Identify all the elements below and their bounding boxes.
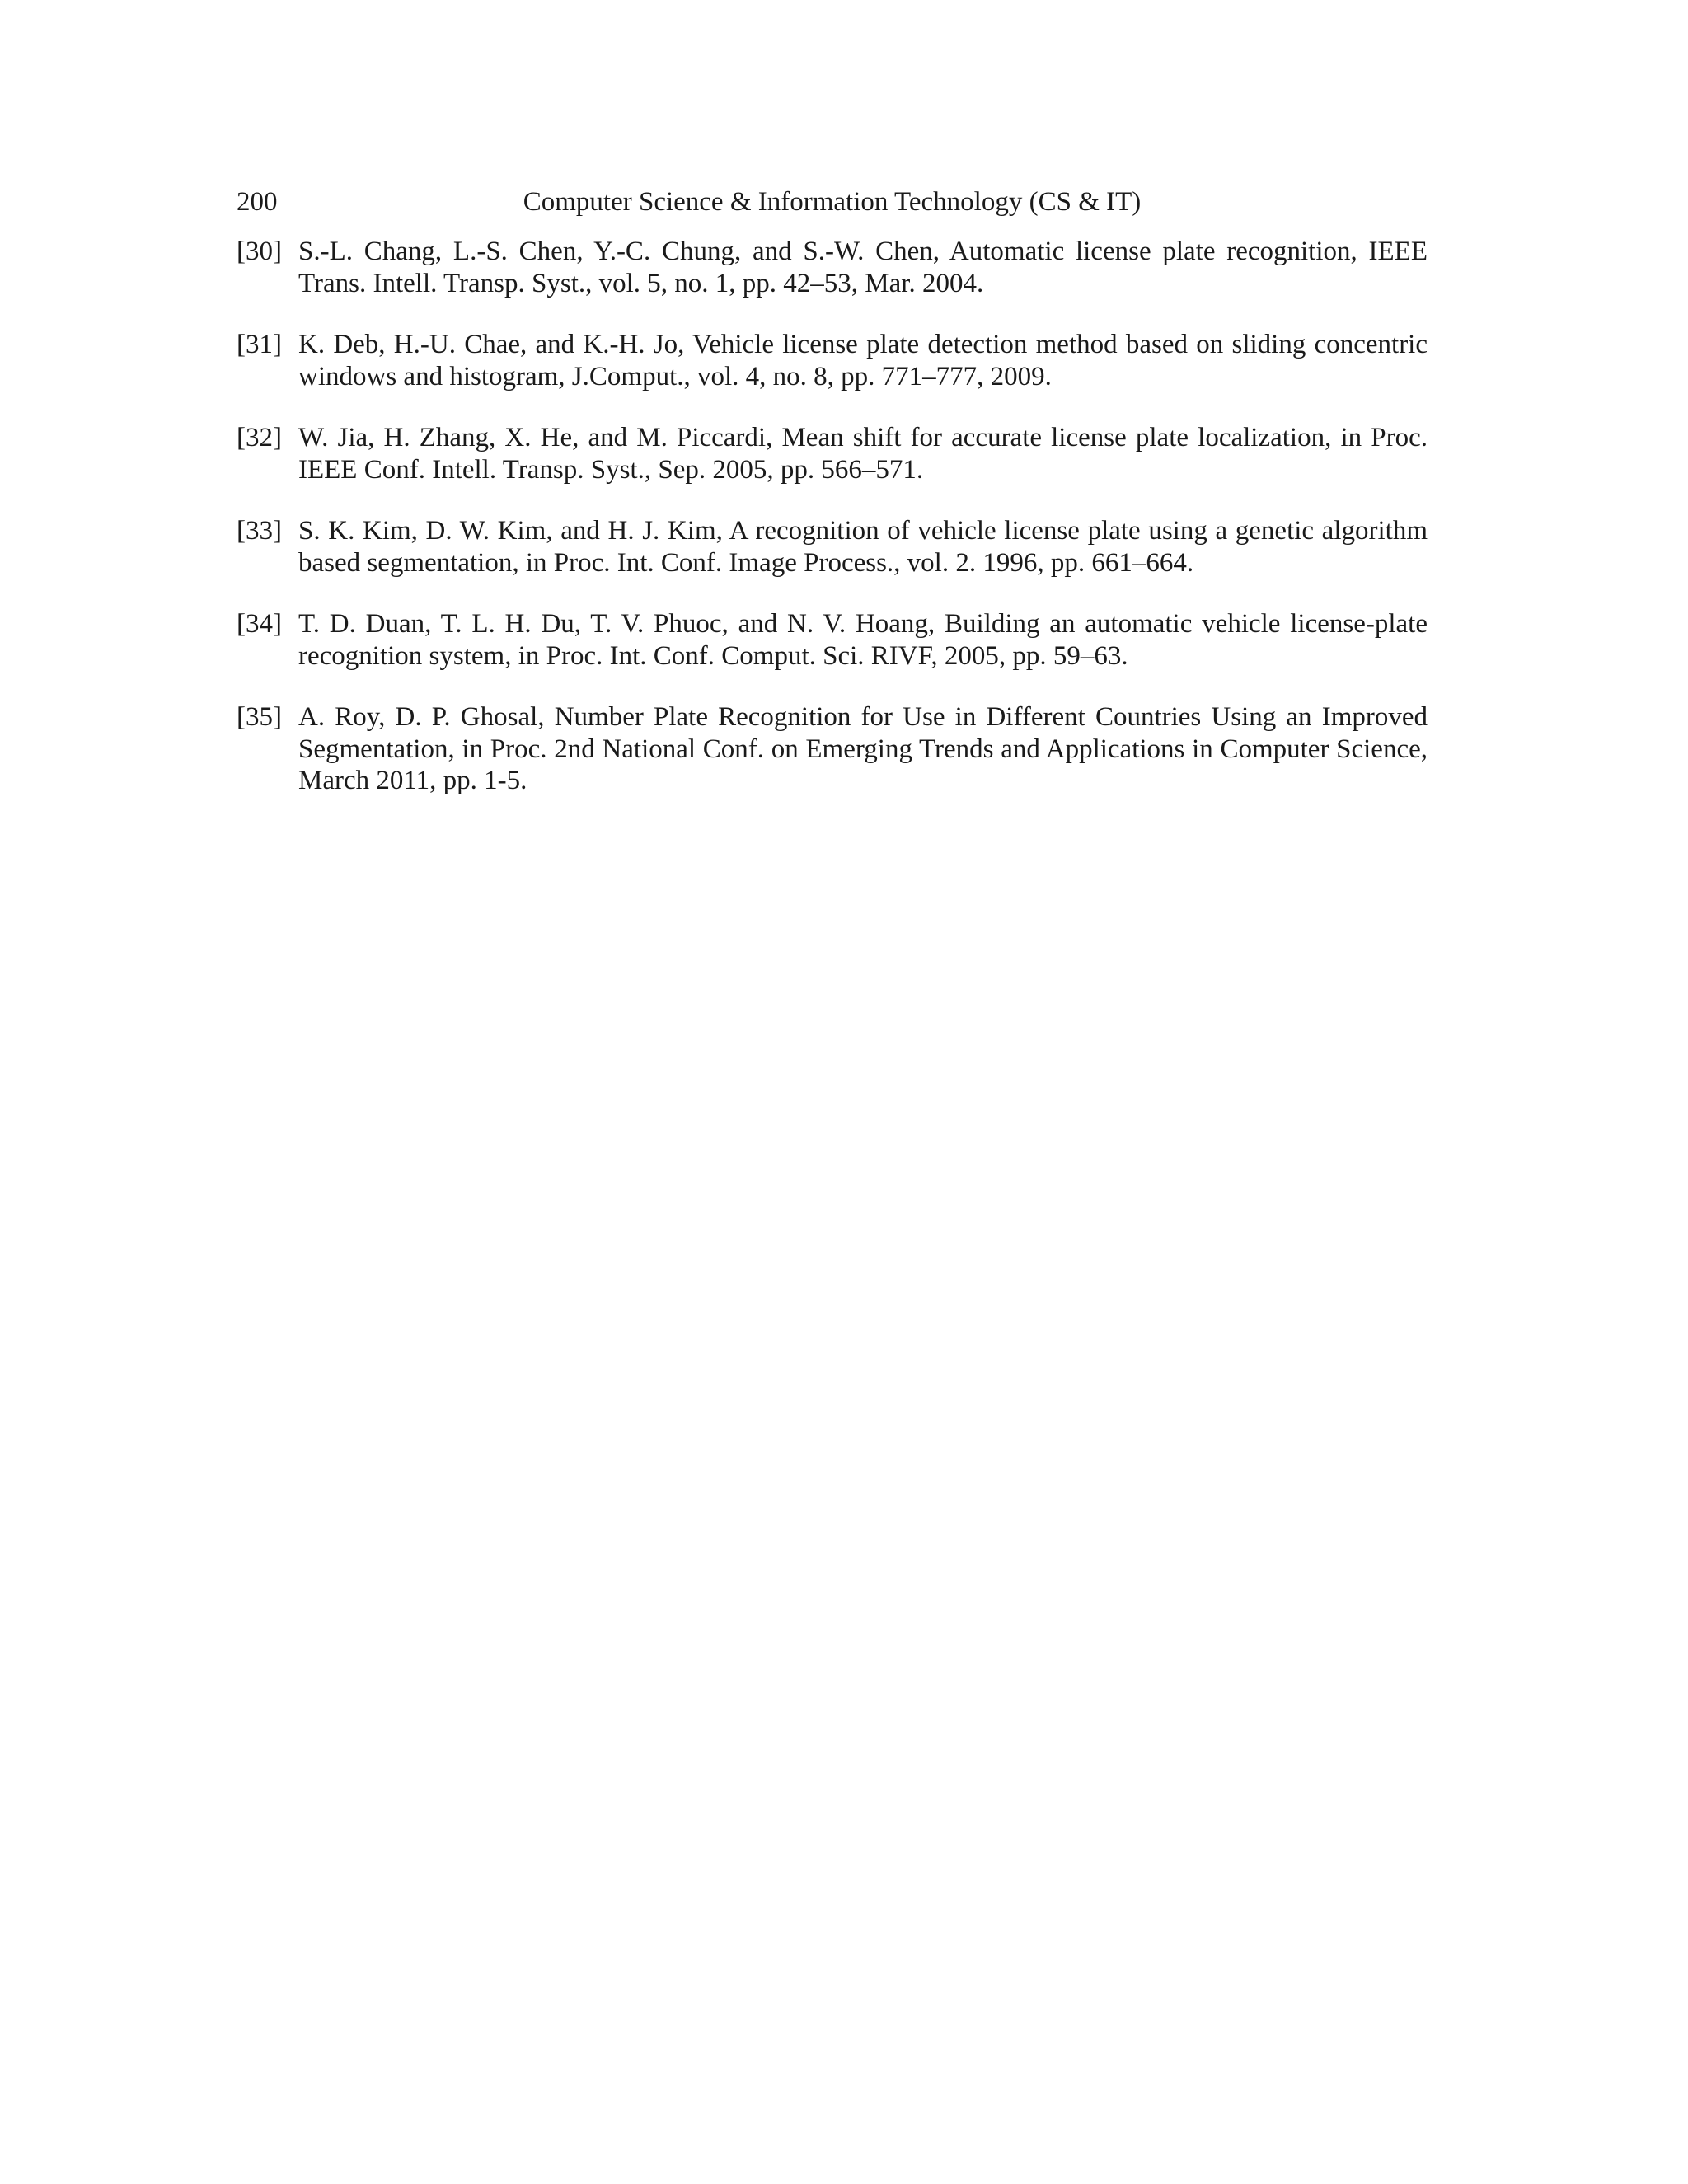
reference-number: [30] bbox=[237, 237, 282, 266]
reference-item bbox=[237, 608, 1428, 672]
reference-number: [34] bbox=[237, 609, 282, 639]
reference-number: [35] bbox=[237, 702, 282, 732]
reference-number: [31] bbox=[237, 330, 282, 359]
journal-title: Computer Science & Information Technology (CS & IT) bbox=[523, 187, 1142, 217]
reference-text: W. Jia, H. Zhang, X. He, and M. Piccardi, Mean shift for accurate license plate localization, in Proc. IEEE Conf. Intell. Transp. Syst., Sep. 2005, pp. 566–571. bbox=[298, 423, 1428, 485]
reference-text: K. Deb, H.-U. Chae, and K.-H. Jo, Vehicle license plate detection method based on sliding concentric windows and histogram, J.Comput., vol. 4, no. 8, pp. 771–777, 2009. bbox=[298, 330, 1428, 391]
reference-item bbox=[237, 329, 1428, 392]
reference-item bbox=[237, 515, 1428, 579]
reference-item bbox=[237, 701, 1428, 797]
reference-text: T. D. Duan, T. L. H. Du, T. V. Phuoc, and N. V. Hoang, Building an automatic vehicle license-plate recognition system, in Proc. Int. Conf. Comput. Sci. RIVF, 2005, pp. 59–63. bbox=[298, 609, 1428, 671]
reference-number: [33] bbox=[237, 516, 282, 546]
reference-text: S.-L. Chang, L.-S. Chen, Y.-C. Chung, and S.-W. Chen, Automatic license plate recognition, IEEE Trans. Intell. Transp. Syst., vol. 5, no. 1, pp. 42–53, Mar. 2004. bbox=[298, 237, 1428, 298]
page-number: 200 bbox=[237, 187, 278, 217]
reference-item bbox=[237, 236, 1428, 299]
reference-item bbox=[237, 422, 1428, 485]
reference-list bbox=[237, 236, 1428, 827]
reference-text: A. Roy, D. P. Ghosal, Number Plate Recognition for Use in Different Countries Using an Improved Segmentation, in Proc. 2nd National Conf. on Emerging Trends and Applications in Computer Science, March 2011, pp. 1-5. bbox=[298, 702, 1428, 795]
running-header bbox=[237, 183, 1428, 221]
reference-text: S. K. Kim, D. W. Kim, and H. J. Kim, A recognition of vehicle license plate using a genetic algorithm based segmentation, in Proc. Int. Conf. Image Process., vol. 2. 1996, pp. 661–664. bbox=[298, 516, 1428, 578]
reference-number: [32] bbox=[237, 423, 282, 452]
